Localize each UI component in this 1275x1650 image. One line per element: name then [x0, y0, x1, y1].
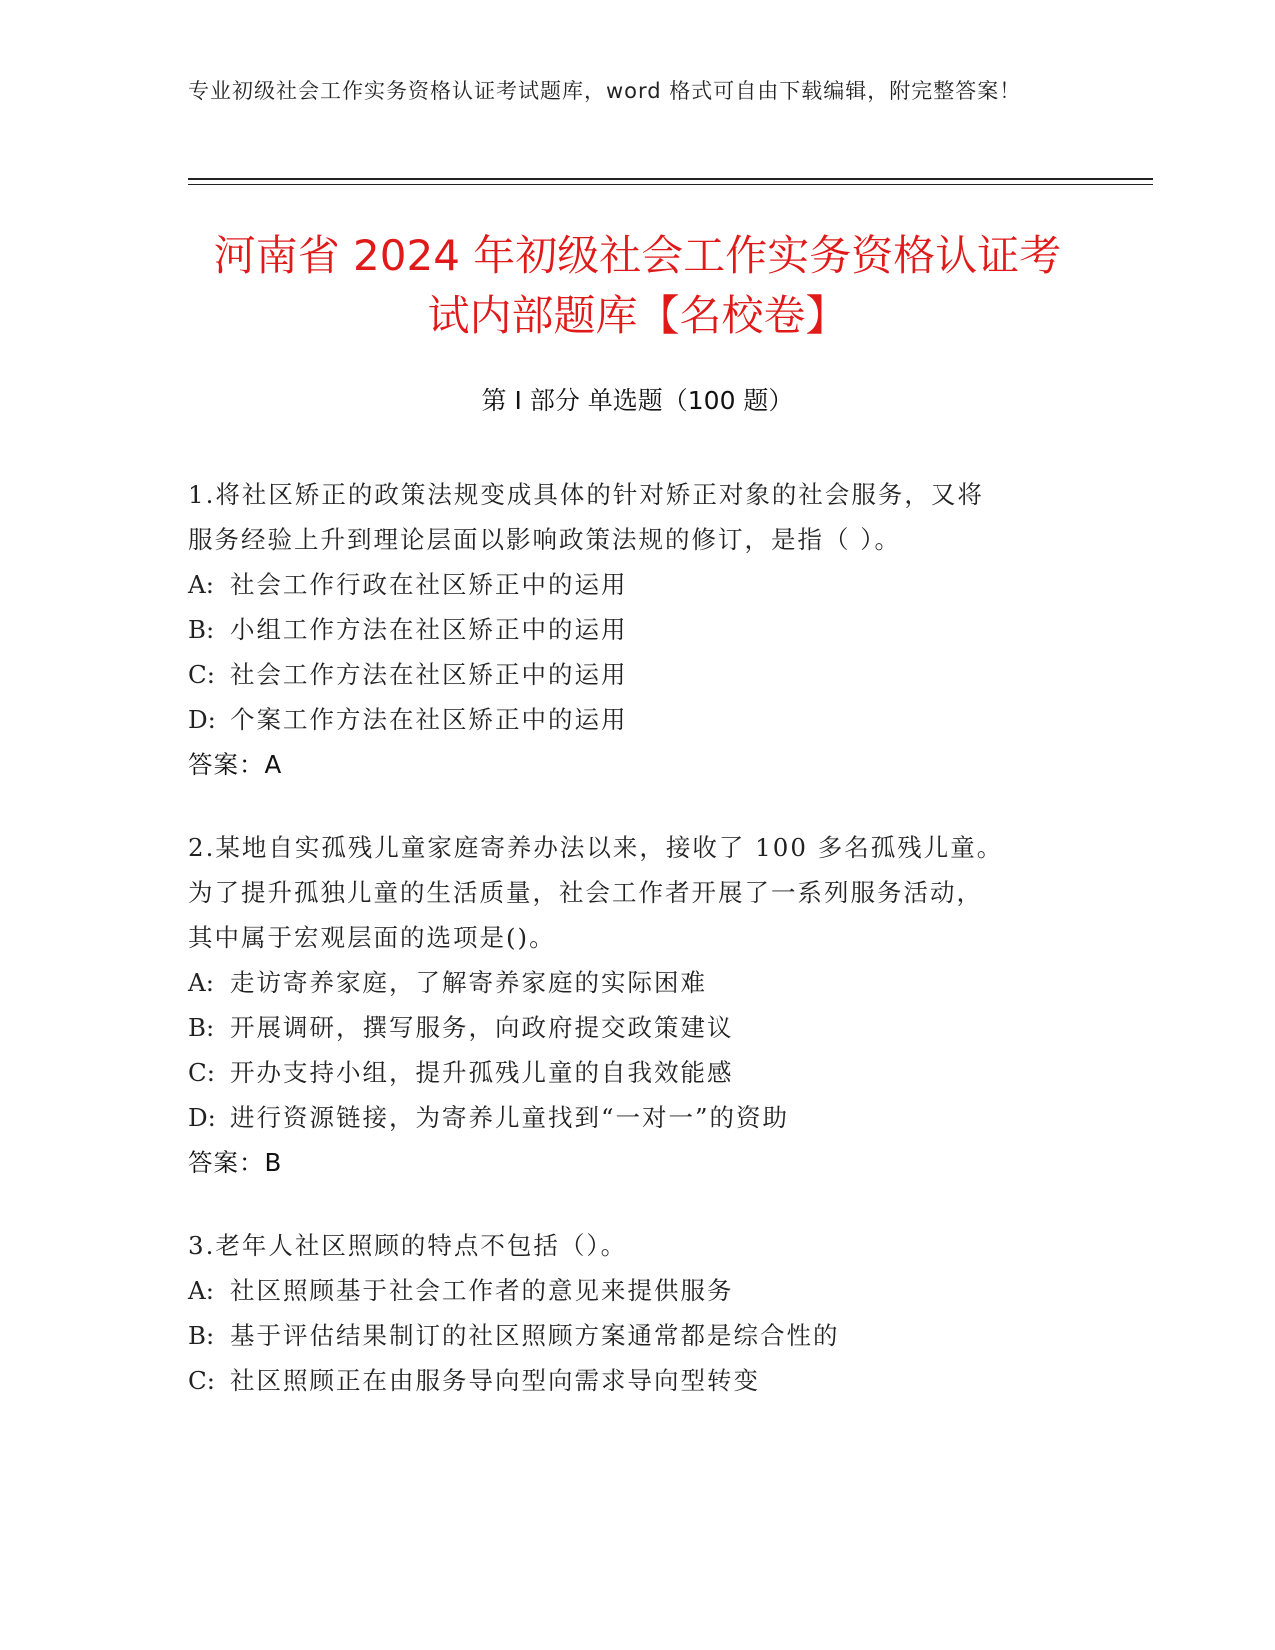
question-block [188, 1223, 1068, 1403]
answer-key: 答案：A [188, 750, 283, 779]
option-letter: C: [188, 1366, 216, 1395]
answer-key: 答案：B [188, 1148, 283, 1177]
answer-option [188, 697, 1068, 742]
question-block [188, 825, 1068, 1185]
answer-option [188, 960, 1068, 1005]
option-text: 走访寄养家庭，了解寄养家庭的实际困难 [230, 968, 707, 997]
answer-option [188, 1358, 1068, 1403]
question-stem-line: 为了提升孤独儿童的生活质量，社会工作者开展了一系列服务活动， [188, 878, 983, 907]
option-text: 基于评估结果制订的社区照顾方案通常都是综合性的 [230, 1321, 840, 1350]
option-text: 社会工作方法在社区矫正中的运用 [230, 660, 628, 689]
option-text: 社区照顾正在由服务导向型向需求导向型转变 [230, 1366, 760, 1395]
header-rule-thick [188, 178, 1153, 180]
option-letter: A: [188, 968, 214, 997]
answer-option [188, 1313, 1068, 1358]
option-letter: D: [188, 1103, 216, 1132]
option-letter: C: [188, 660, 216, 689]
option-text: 开办支持小组，提升孤残儿童的自我效能感 [230, 1058, 734, 1087]
document-title-line-2: 试内部题库【名校卷】 [427, 291, 848, 340]
option-text: 社会工作行政在社区矫正中的运用 [230, 570, 628, 599]
option-text: 个案工作方法在社区矫正中的运用 [230, 705, 628, 734]
option-text: 小组工作方法在社区矫正中的运用 [230, 615, 628, 644]
document-title-line-1: 河南省 2024 年初级社会工作实务资格认证考 [213, 231, 1062, 280]
answer-option [188, 1005, 1068, 1050]
option-letter: C: [188, 1058, 216, 1087]
answer-option [188, 562, 1068, 607]
option-letter: B: [188, 1013, 215, 1042]
section-title: 第 I 部分 单选题（100 题） [481, 386, 794, 415]
question-stem-line: 3.老年人社区照顾的特点不包括（）。 [188, 1231, 628, 1260]
header-note: 专业初级社会工作实务资格认证考试题库，word 格式可自由下载编辑，附完整答案！ [188, 79, 1022, 103]
option-text: 开展调研，撰写服务，向政府提交政策建议 [230, 1013, 734, 1042]
header-rule-thin [188, 184, 1153, 185]
question-stem-line: 1.将社区矫正的政策法规变成具体的针对矫正对象的社会服务，又将 [188, 480, 984, 509]
document-title [150, 226, 1125, 346]
option-letter: A: [188, 570, 214, 599]
answer-option [188, 1268, 1068, 1313]
question-list [188, 472, 1068, 1403]
option-letter: B: [188, 615, 215, 644]
option-letter: B: [188, 1321, 215, 1350]
answer-option [188, 1050, 1068, 1095]
question-stem-line: 其中属于宏观层面的选项是()。 [188, 923, 556, 952]
question-stem-line: 服务经验上升到理论层面以影响政策法规的修订，是指（ ）。 [188, 525, 902, 554]
answer-option [188, 607, 1068, 652]
option-letter: A: [188, 1276, 214, 1305]
question-stem-line: 2.某地自实孤残儿童家庭寄养办法以来，接收了 100 多名孤残儿童。 [188, 833, 1004, 862]
option-text: 进行资源链接，为寄养儿童找到“一对一”的资助 [230, 1103, 790, 1132]
option-letter: D: [188, 705, 216, 734]
question-block [188, 472, 1068, 787]
answer-option [188, 652, 1068, 697]
answer-option [188, 1095, 1068, 1140]
option-text: 社区照顾基于社会工作者的意见来提供服务 [230, 1276, 734, 1305]
